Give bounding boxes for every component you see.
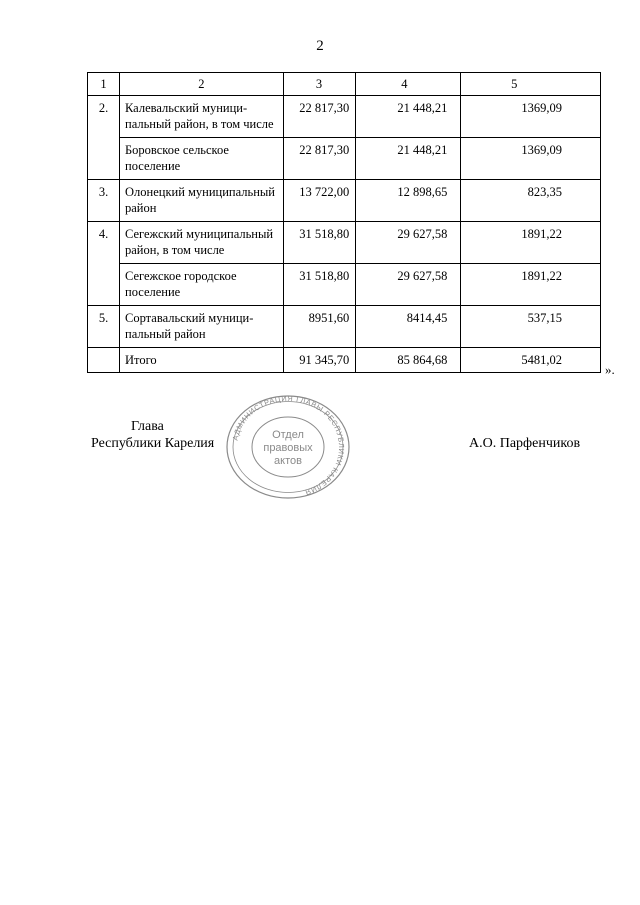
row-value-4: 12 898,65 [356,180,461,222]
page-number: 2 [316,38,324,54]
stamp-center-line-2: правовых [263,442,313,454]
row-name: Сегежский муниципальный район, в том числе [120,222,284,264]
row-value-4: 21 448,21 [356,96,461,138]
row-value-5: 537,15 [461,306,601,348]
row-number: 3. [88,180,120,222]
row-value-4: 8414,45 [356,306,461,348]
signatory-name: А.О. Парфенчиков [469,436,581,451]
row-value-3: 31 518,80 [283,264,356,306]
closing-quote: ». [605,362,615,377]
table-total-row [88,348,601,373]
row-name: Итого [120,348,284,373]
row-value-5: 1369,09 [461,96,601,138]
row-name: Калевальский муници-пальный район, в том числе [120,96,284,138]
table-row [88,180,601,222]
row-value-3: 22 817,30 [283,96,356,138]
row-value-3: 91 345,70 [283,348,356,373]
row-name: Сегежское городское поселение [120,264,284,306]
table-row [88,264,601,306]
row-name: Сортавальский муници-пальный район [120,306,284,348]
header-col-2: 2 [120,73,284,96]
stamp-center-line-3: актов [274,455,302,467]
signature-title: Глава [131,419,164,434]
official-stamp [224,393,352,501]
stamp-ring-text: АДМИНИСТРАЦИЯ ГЛАВЫ РЕСПУБЛИКИ КАРЕЛИЯ [230,393,347,498]
row-value-3: 22 817,30 [283,138,356,180]
row-value-3: 8951,60 [283,306,356,348]
row-name: Боровское сельское поселение [120,138,284,180]
row-value-5: 5481,02 [461,348,601,373]
header-col-3: 3 [283,73,356,96]
row-number: 4. [88,222,120,306]
table-row [88,222,601,264]
row-value-4: 29 627,58 [356,222,461,264]
row-value-5: 823,35 [461,180,601,222]
row-value-4: 29 627,58 [356,264,461,306]
stamp-center-line-1: Отдел [272,429,304,441]
row-value-5: 1369,09 [461,138,601,180]
row-value-5: 1891,22 [461,264,601,306]
signature-region: Республики Карелия [91,436,215,451]
row-value-4: 21 448,21 [356,138,461,180]
row-value-4: 85 864,68 [356,348,461,373]
row-number: 5. [88,306,120,348]
header-col-4: 4 [356,73,461,96]
header-col-1: 1 [88,73,120,96]
table-row [88,96,601,138]
table-row [88,306,601,348]
row-number: 2. [88,96,120,180]
allocation-table [87,72,601,373]
row-name: Олонецкий муниципальный район [120,180,284,222]
row-value-3: 31 518,80 [283,222,356,264]
row-value-5: 1891,22 [461,222,601,264]
table-header-row [88,73,601,96]
table-row [88,138,601,180]
header-col-5: 5 [461,73,601,96]
row-value-3: 13 722,00 [283,180,356,222]
row-number [88,348,120,373]
